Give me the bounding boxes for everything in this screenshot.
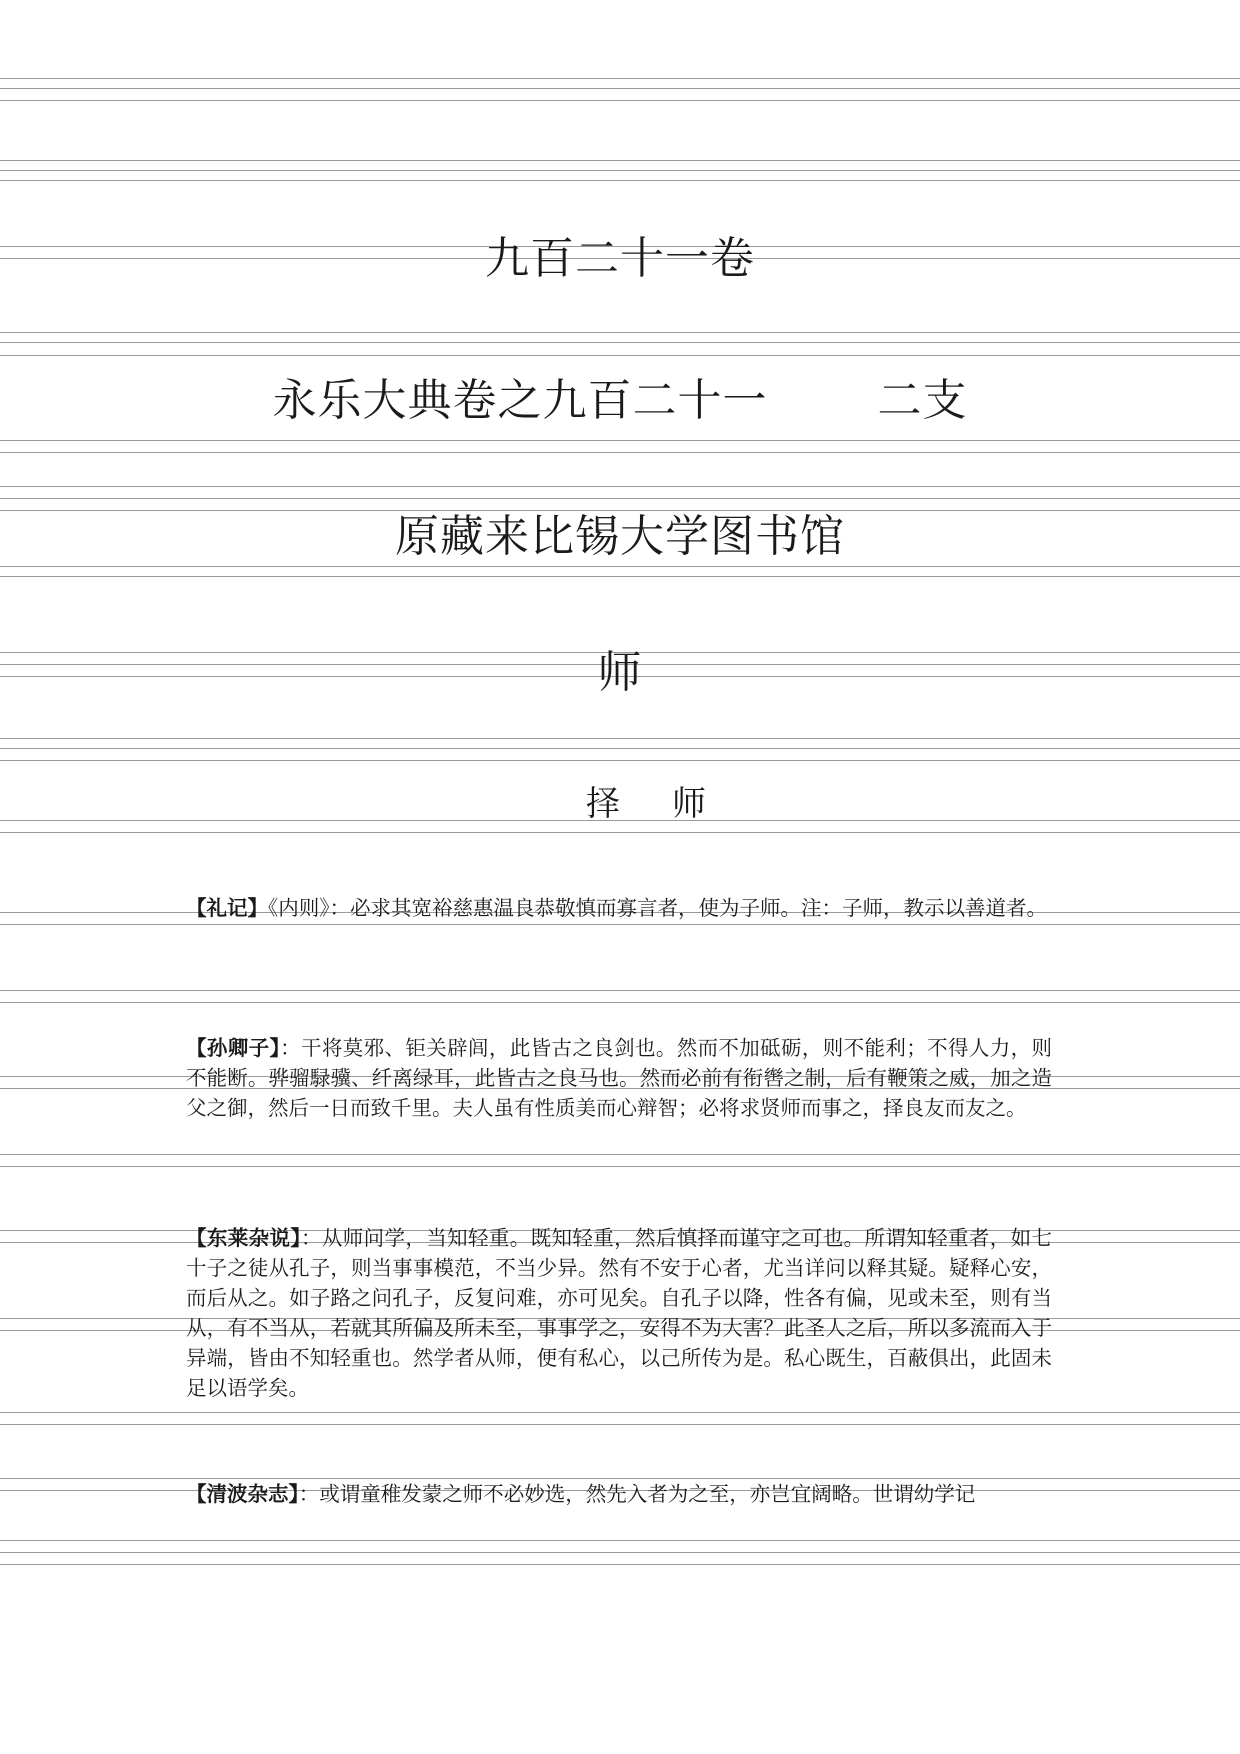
ruled-line — [0, 160, 1240, 161]
ruled-line — [0, 1424, 1240, 1425]
ruled-line — [0, 452, 1240, 453]
ruled-line — [0, 1412, 1240, 1413]
entry-source: 【礼记】 — [186, 896, 268, 920]
entry-text: 《内则》：必求其宽裕慈惠温良恭敬慎而寡言者，使为子师。注：子师，教示以善道者。 — [268, 896, 1047, 920]
book-title-subject: 二支 — [877, 375, 968, 426]
ruled-line — [0, 924, 1240, 925]
ruled-line — [0, 1552, 1240, 1553]
ruled-line — [0, 180, 1240, 181]
ruled-line — [0, 1564, 1240, 1565]
entry-source: 【东莱杂说】 — [186, 1226, 301, 1250]
ruled-line — [0, 832, 1240, 833]
ruled-line — [0, 566, 1240, 567]
ruled-line — [0, 990, 1240, 991]
ruled-line — [0, 88, 1240, 89]
entry-sunqingzi — [186, 1033, 1052, 1123]
ruled-line — [0, 332, 1240, 333]
entry-source: 【孙卿子】 — [186, 1036, 281, 1060]
ruled-line — [0, 1540, 1240, 1541]
entry-text: ：从师问学，当知轻重。既知轻重，然后慎择而谨守之可也。所谓知轻重者，如七十子之徒从孔子，则当事事模范，不当少异。然有不安于心者，尤当详问以释其疑。疑释心安，而后从之。如子路之问孔子，反复问难，亦可见矣。自孔子以降，性各有偏，见或未至，则有当从，有不当从，若就其所偏及所未至，事事学之，安得不为大害？此圣人之后，所以多流而入于异端，皆由不知轻重也。然学者从师，便有私心，以己所传为是。私心既生，百蔽俱出，此固未足以语学矣。 — [186, 1226, 1053, 1400]
ruled-line — [0, 440, 1240, 441]
entry-text: ：干将莫邪、钜关辟闾，此皆古之良剑也。然而不加砥砺，则不能利；不得人力，则不能断。骅骝騄骥、纤离绿耳，此皆古之良马也。然而必前有衔辔之制，后有鞭策之威，加之造父之御，然后一日而致千里。夫人虽有性质美而心辩智；必将求贤师而事之，择良友而友之。 — [186, 1036, 1053, 1120]
ruled-line — [0, 170, 1240, 171]
entry-liji — [186, 893, 1052, 923]
section-heading: 择师 — [586, 784, 758, 824]
main-topic: 师 — [597, 647, 643, 698]
ruled-line — [0, 748, 1240, 749]
entry-text: ：或谓童稚发蒙之师不必妙选，然先入者为之至，亦岂宜阔略。世谓幼学记 — [298, 1482, 976, 1506]
ruled-line — [0, 355, 1240, 356]
ruled-line — [0, 100, 1240, 101]
ruled-line — [0, 342, 1240, 343]
ruled-line — [0, 1154, 1240, 1155]
ruled-line — [0, 760, 1240, 761]
volume-heading: 九百二十一卷 — [485, 233, 755, 284]
ruled-line — [0, 486, 1240, 487]
ruled-line — [0, 78, 1240, 79]
ruled-line — [0, 576, 1240, 577]
ruled-line — [0, 738, 1240, 739]
ruled-line — [0, 498, 1240, 499]
book-title — [0, 364, 1240, 428]
entry-donglai — [186, 1223, 1052, 1403]
entry-source: 【清波杂志】 — [186, 1482, 299, 1506]
ruled-line — [0, 1002, 1240, 1003]
book-title-main: 永乐大典卷之九百二十一 — [272, 375, 768, 426]
entry-qingbo — [186, 1479, 1052, 1509]
ruled-line — [0, 1166, 1240, 1167]
collection-note: 原藏来比锡大学图书馆 — [395, 511, 845, 562]
